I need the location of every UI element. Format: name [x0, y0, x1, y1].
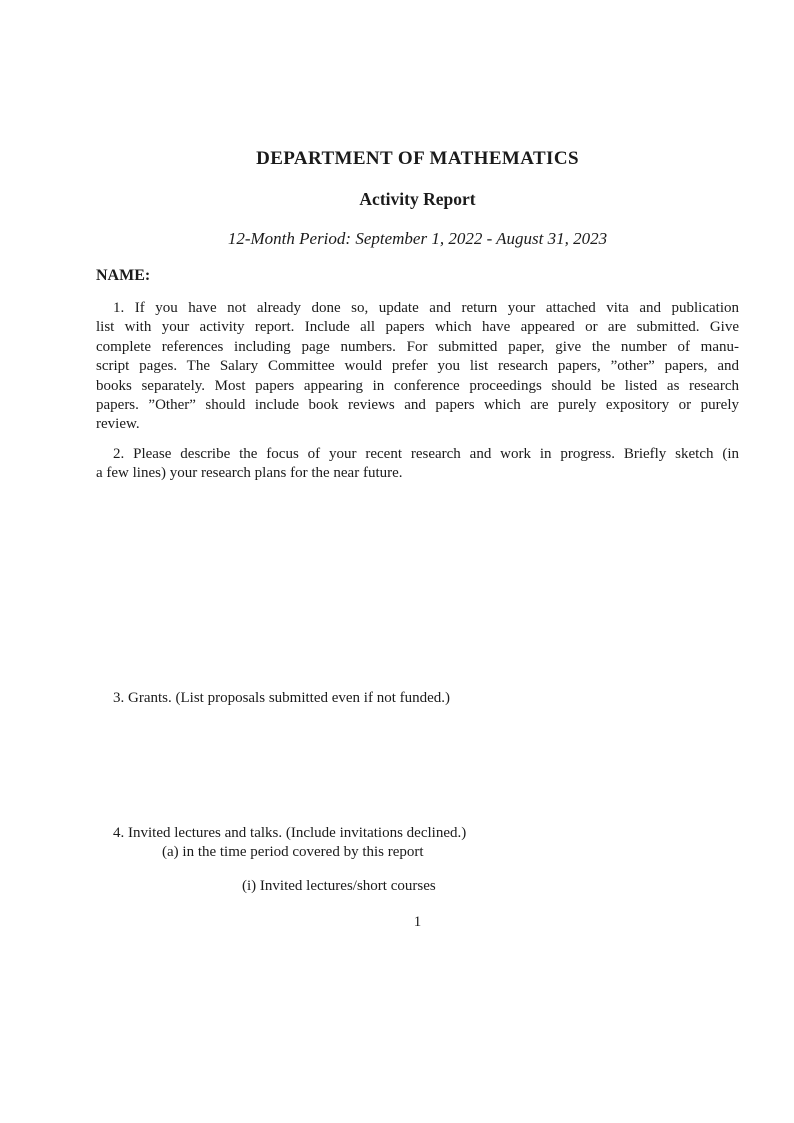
instruction-paragraph-1	[96, 299, 739, 435]
item-4a-time-period: (a) in the time period covered by this report	[162, 844, 424, 860]
report-period: 12-Month Period: September 1, 2022 - August 31, 2023	[227, 229, 608, 248]
text-line: list with your activity report. Include all papers which have appeared or are submitted. Give	[96, 319, 739, 336]
item-4a-i-invited-lectures-short-courses: (i) Invited lectures/short courses	[242, 878, 436, 894]
text-line: review.	[96, 416, 140, 433]
name-label: NAME:	[96, 267, 151, 284]
text-line: script pages. The Salary Committee would prefer you list research papers, ”other” papers, and	[96, 358, 739, 375]
item-4-invited-lectures: 4. Invited lectures and talks. (Include invitations declined.)	[113, 825, 467, 841]
text-line: papers. ”Other” should include book reviews and papers which are purely expository or purely	[96, 396, 739, 413]
text-line: a few lines) your research plans for the near future.	[96, 465, 403, 482]
instruction-paragraph-2	[96, 445, 739, 484]
item-3-grants: 3. Grants. (List proposals submitted even if not funded.)	[113, 690, 451, 706]
text-column	[96, 0, 739, 1123]
text-line: 2. Please describe the focus of your recent research and work in progress. Briefly sketch (in	[113, 446, 739, 462]
report-subtitle: Activity Report	[359, 189, 476, 209]
page-number: 1	[413, 914, 422, 930]
text-line: books separately. Most papers appearing in conference proceedings should be listed as research	[96, 377, 739, 394]
text-line: 1. If you have not already done so, update and return your attached vita and publication	[113, 300, 739, 316]
text-line: complete references including page numbers. For submitted paper, give the number of manu-	[96, 338, 739, 355]
document-title: DEPARTMENT OF MATHEMATICS	[256, 148, 579, 169]
